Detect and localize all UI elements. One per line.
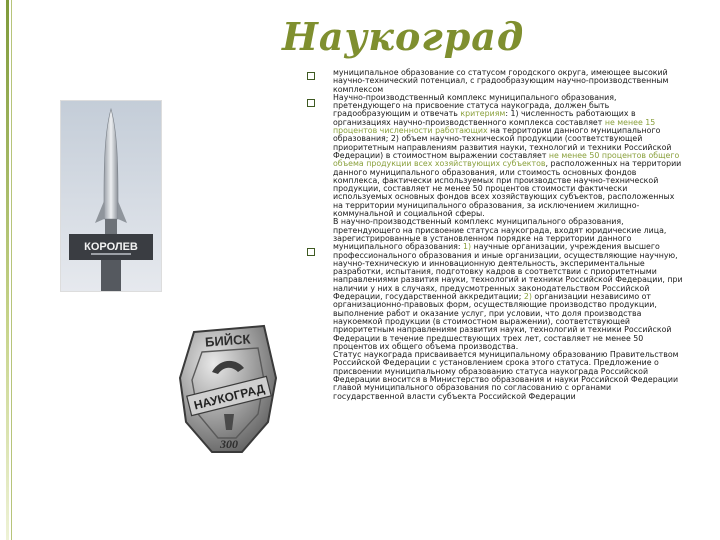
text-segment: , расположенных на территории данного муниципального образования, или стоимость основных фондов комплекса, фактически используемых при производстве научно-технической продукции, составляет не менее 50 процентов стоимости фактически используемых основных фондов всех хозяйствующих субъектов, расположенных на территории муниципального образования, за исключением жилищно-коммунальной и социальной сферы. <box>333 159 682 219</box>
monument-sign-text: КОРОЛЕВ <box>84 241 138 253</box>
text-segment: : 1) численность работающих в организациях научно-производственного комплекса составляет <box>333 109 636 127</box>
highlighted-text: не менее 15 процентов численности работающих <box>333 117 656 136</box>
badge-anniversary-text: 300 <box>220 437 238 451</box>
text-segment: муниципальное образование со статусом городского округа, имеющее высокий научно-технический потенциал, с градообразующим научно-производственным комплексом <box>333 68 669 94</box>
badge-naukograd-text: НАУКОГРАД <box>192 381 267 413</box>
bullet-marker <box>307 99 315 107</box>
paragraph-4 <box>333 351 683 401</box>
bullet-marker <box>307 248 315 256</box>
highlighted-text: не менее 50 процентов общего объема продукции всех хозяйствующих субъектов <box>333 150 680 169</box>
korolev-monument-photo <box>60 100 162 292</box>
badge-city-text: БИЙСК <box>204 331 251 350</box>
left-decorative-rule <box>6 0 9 540</box>
text-segment: В научно-производственный комплекс муниципального образования, претендующего на присвоение статуса наукограда, входят юридические лица, зарегистрированные в установленном порядке на территории данного муниципального образования: <box>333 217 667 252</box>
slide-title: Наукоград <box>282 14 525 59</box>
left-decorative-rule-thin <box>11 0 12 540</box>
text-segment: организации независимо от организационно-правовых форм, осуществляющие производство продукции, выполнение работ и оказание услуг, при условии, что доля производства наукоемкой продукции (в стоимостном выражении), соответствующей приоритетным направлениям развития науки, технологий и техники Российской Федерации в течение предшествующих трех лет, составляет не менее 50 процентов их общего объема производства. <box>333 292 672 351</box>
biysk-naukograd-badge <box>172 318 287 460</box>
paragraph-3 <box>333 218 683 351</box>
highlighted-text: 2) <box>523 292 532 302</box>
highlighted-text: критериям <box>460 109 506 119</box>
bullet-marker <box>307 72 315 80</box>
slide-body-text <box>333 69 683 401</box>
text-segment: на территории данного муниципального образования; 2) объем научно-технической продукции (соответствующей приоритетным направлениям развития науки, технологий и техники Российской Федерации) в стоимостном выражении составляет <box>333 126 672 160</box>
text-segment: Статус наукограда присваивается муниципальному образованию Правительством Российской Федерации с установлением срока этого статуса. Предложение о присвоении муниципальному образованию статуса наукограда Российской Федерации вносится в Министерство образования и науки Российской Федерации главой муниципального образования по согласованию с органами государственной власти субъекта Российской Федерации <box>333 350 679 401</box>
text-segment: научные организации, учреждения высшего профессионального образования и иные организации, осуществляющие научную, научно-техническую и инновационную деятельность, экспериментальные разработки, испытания, подготовку кадров в соответствии с приоритетными направлениями развития науки, технологий и техники Российской Федерации, при наличии у них в случаях, предусмотренных законодательством Российской Федерации, государственной аккредитации; <box>333 242 683 302</box>
paragraph-1 <box>333 69 683 94</box>
paragraph-2 <box>333 94 683 218</box>
text-segment: Научно-производственный комплекс муниципального образования, претендующего на присвоение статуса наукограда, должен быть градообразующим и отвечать <box>333 92 617 119</box>
highlighted-text: 1) <box>463 242 472 252</box>
